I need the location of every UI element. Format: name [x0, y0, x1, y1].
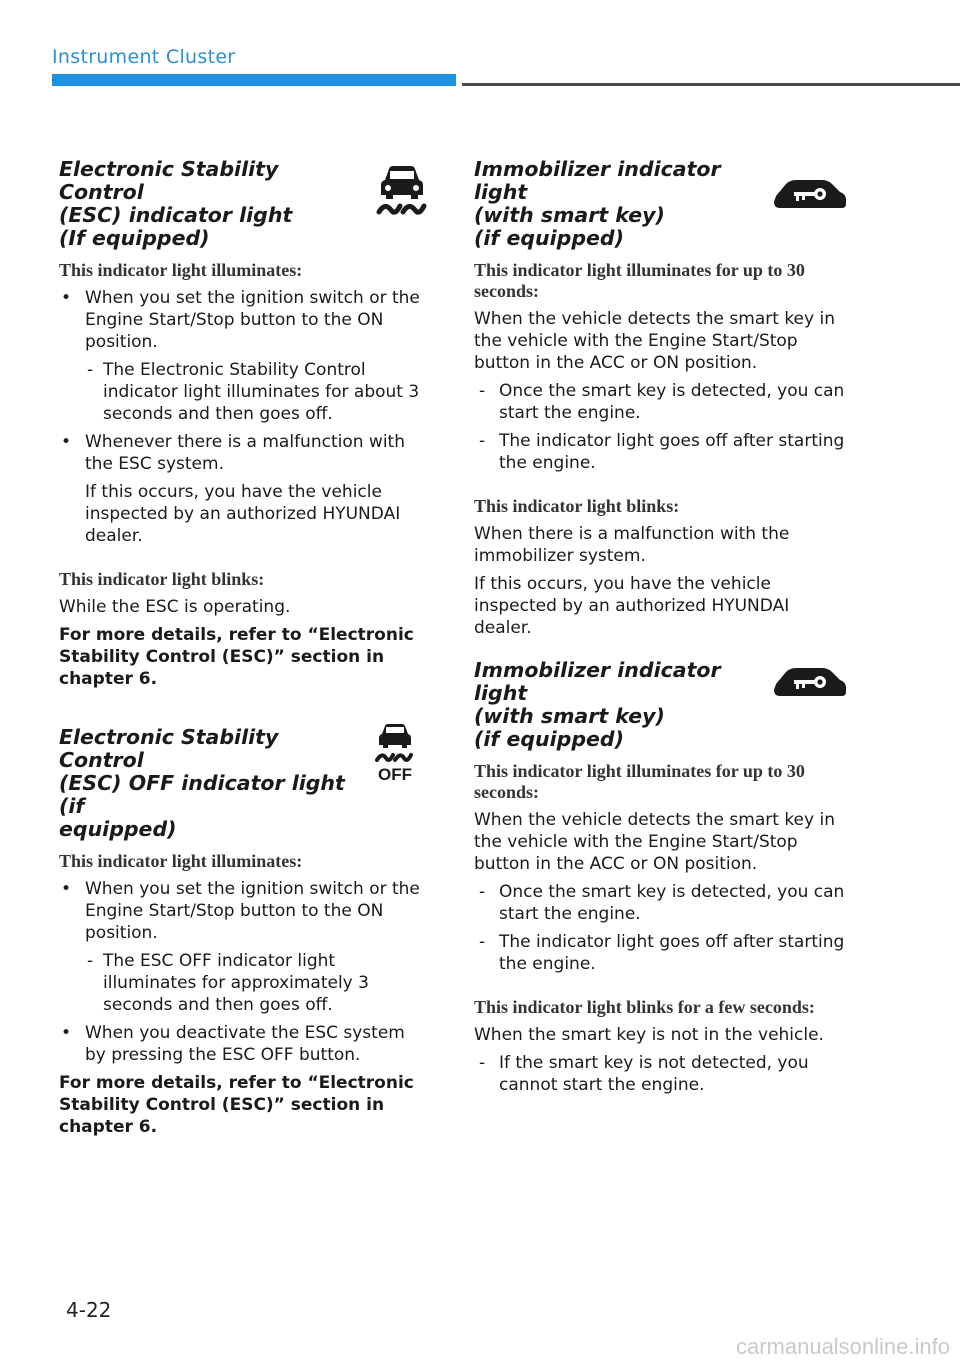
- immobilizer-text-5: When the smart key is not in the vehicle.: [474, 1025, 824, 1045]
- immobilizer-text-4: When the vehicle detects the smart key in the vehicle with the Engine Start/Stop button in the ACC or ON position.: [474, 810, 835, 874]
- header-rule: [462, 83, 960, 86]
- immobilizer-car-key-icon: [772, 664, 848, 700]
- esc-blinks-text: While the ESC is operating.: [59, 597, 291, 617]
- immobilizer-title-2: Immobilizer indicator light (with smart key) (if equipped): [474, 658, 721, 751]
- page-number: 4-22: [66, 1298, 112, 1322]
- immobilizer-section-1: [474, 158, 846, 639]
- left-column: [59, 158, 431, 1138]
- esc-sub-illuminates: This indicator light illuminates:: [59, 260, 303, 280]
- esc-dash-1: - The Electronic Stability Control indicator light illuminates for about 3 seconds and then goes off.: [59, 359, 431, 425]
- esc-off-icon: [373, 722, 417, 782]
- immobilizer-title-1: Immobilizer indicator light (with smart key) (if equipped): [474, 157, 721, 250]
- esc-title: Electronic Stability Control (ESC) indicator light (If equipped): [59, 157, 293, 250]
- esc-off-heading: [59, 726, 431, 841]
- immobilizer-text-3: If this occurs, you have the vehicle inspected by an authorized HYUNDAI dealer.: [474, 574, 790, 638]
- immobilizer-sub-blinks-1: This indicator light blinks:: [474, 496, 680, 516]
- immobilizer-dash-2: - The indicator light goes off after starting the engine.: [474, 430, 846, 474]
- header-accent-bar: [52, 74, 456, 86]
- esc-heading: [59, 158, 431, 250]
- esc-off-bullet-1: • When you set the ignition switch or the Engine Start/Stop button to the ON position.: [59, 878, 431, 944]
- esc-bullet-1: • When you set the ignition switch or the Engine Start/Stop button to the ON position.: [59, 287, 431, 353]
- immobilizer-dash-3: - Once the smart key is detected, you can start the engine.: [474, 881, 846, 925]
- immobilizer-section-2: [474, 659, 846, 1096]
- esc-bullet-2: • Whenever there is a malfunction with the ESC system.: [59, 431, 431, 475]
- immobilizer-text-2: When there is a malfunction with the immobilizer system.: [474, 524, 790, 566]
- esc-off-bullet-2: • When you deactivate the ESC system by pressing the ESC OFF button.: [59, 1022, 431, 1066]
- esc-note: If this occurs, you have the vehicle inspected by an authorized HYUNDAI dealer.: [85, 482, 401, 546]
- esc-reference: For more details, refer to “Electronic Stability Control (ESC)” section in chapter 6.: [59, 625, 414, 689]
- esc-off-title: Electronic Stability Control (ESC) OFF indicator light (if equipped): [59, 725, 345, 841]
- watermark: carmanualsonline.info: [735, 1334, 950, 1359]
- immobilizer-car-key-icon: [772, 176, 848, 212]
- esc-off-sub-illuminates: This indicator light illuminates:: [59, 851, 303, 871]
- esc-off-dash-1: - The ESC OFF indicator light illuminates for approximately 3 seconds and then goes off.: [59, 950, 431, 1016]
- immobilizer-text-1: When the vehicle detects the smart key in the vehicle with the Engine Start/Stop button in the ACC or ON position.: [474, 309, 835, 373]
- immobilizer-dash-5: - If the smart key is not detected, you cannot start the engine.: [474, 1052, 846, 1096]
- immobilizer-dash-1: - Once the smart key is detected, you can start the engine.: [474, 380, 846, 424]
- esc-sub-blinks: This indicator light blinks:: [59, 569, 265, 589]
- immobilizer-sub-illuminates-2: This indicator light illuminates for up to 30 seconds:: [474, 761, 805, 802]
- right-column: [474, 158, 846, 1102]
- immobilizer-heading-1: [474, 158, 846, 250]
- esc-skid-car-icon: [373, 164, 431, 224]
- esc-off-section: [59, 726, 431, 1138]
- immobilizer-sub-illuminates-1: This indicator light illuminates for up to 30 seconds:: [474, 260, 805, 301]
- immobilizer-dash-4: - The indicator light goes off after starting the engine.: [474, 931, 846, 975]
- immobilizer-heading-2: [474, 659, 846, 751]
- svg-text:OFF: OFF: [378, 765, 412, 782]
- running-header: Instrument Cluster: [52, 46, 236, 68]
- esc-off-reference: For more details, refer to “Electronic Stability Control (ESC)” section in chapter 6.: [59, 1073, 414, 1137]
- immobilizer-sub-blinks-2: This indicator light blinks for a few seconds:: [474, 997, 815, 1017]
- esc-section: [59, 158, 431, 690]
